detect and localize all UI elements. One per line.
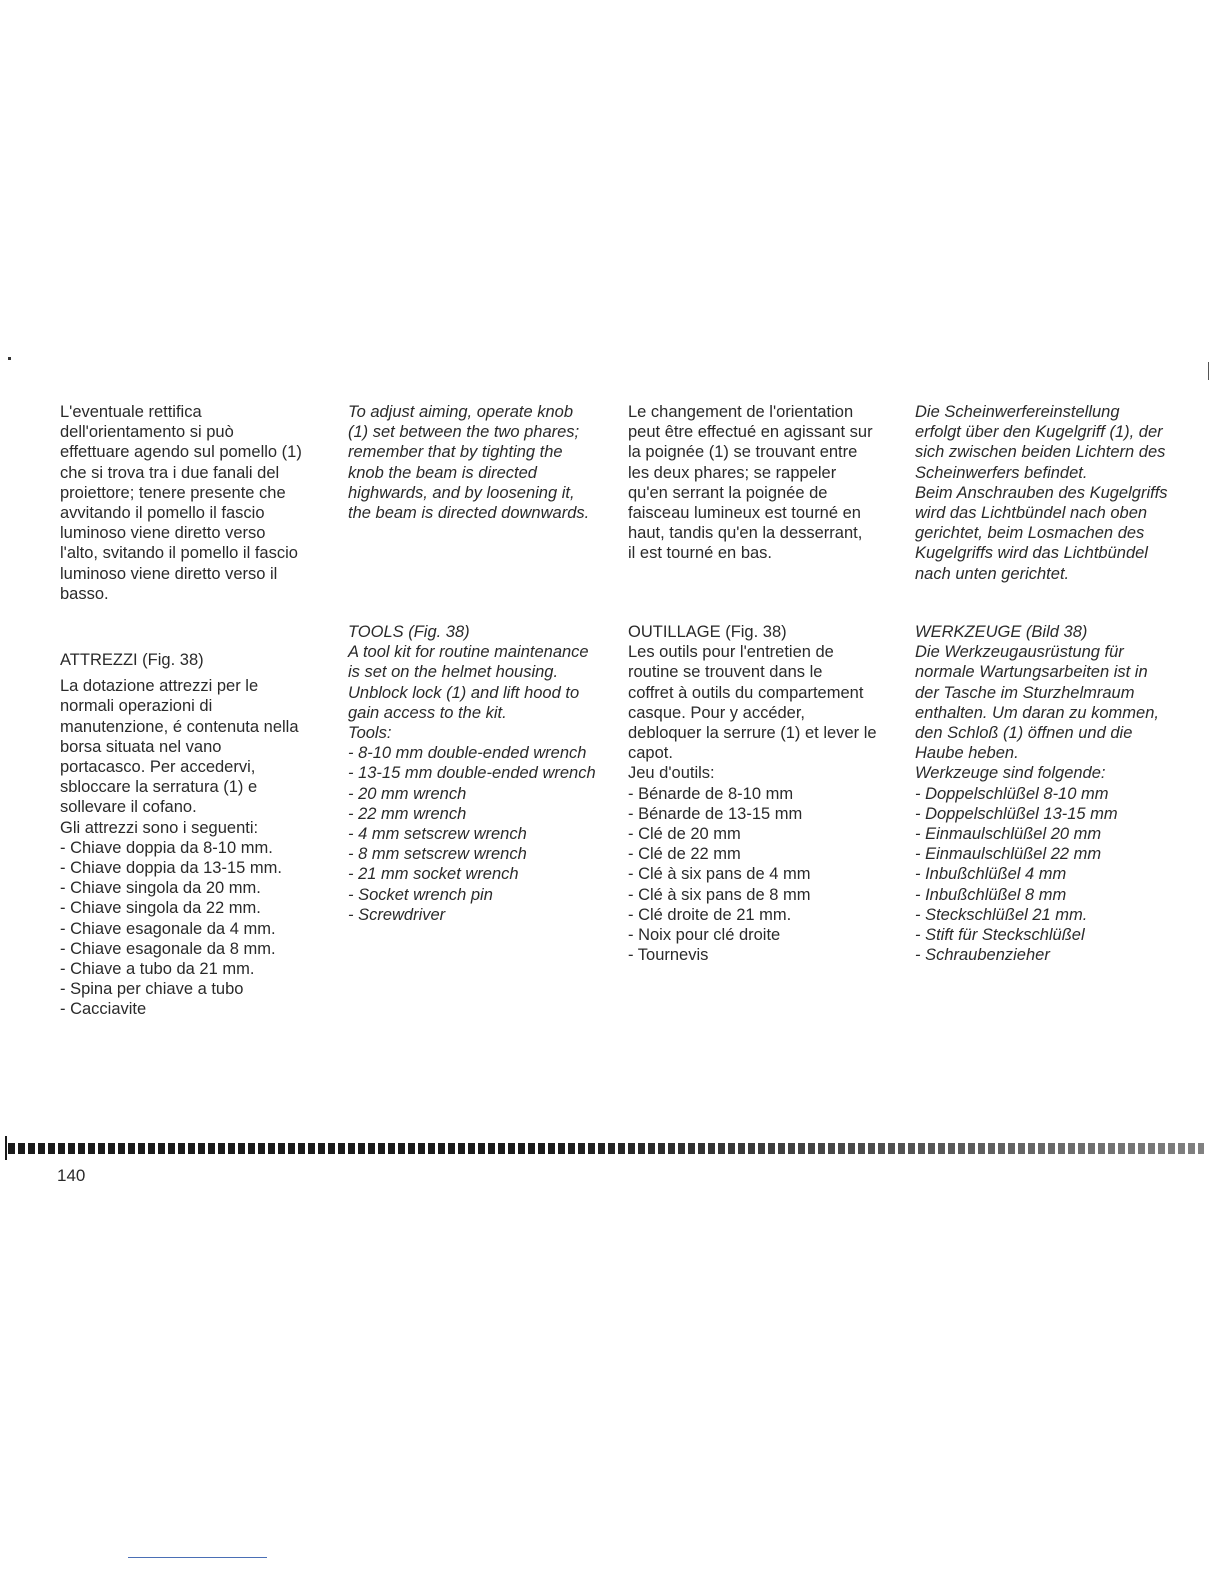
- column-english: [348, 402, 620, 924]
- it-tools-section: [60, 650, 335, 1020]
- it-tools-heading: ATTREZZI (Fig. 38): [60, 651, 204, 669]
- de-intro-paragraph: Die Scheinwerfereinstellung erfolgt über den Kugelgriff (1), der sich zwischen beiden Lichtern des Scheinwerfers befindet. Beim Anschrauben des Kugelgriffs wird das Lichtbündel nach oben gerichtet, beim Losmachen des Kugelgriffs wird das Lichtbündel nach unten gerichtet.: [915, 403, 1168, 583]
- fr-tools-section: [628, 622, 904, 965]
- list-item: - Chiave singola da 22 mm.: [60, 899, 261, 918]
- page-number: 140: [57, 1166, 86, 1185]
- de-tools-heading: WERKZEUGE (Bild 38): [915, 623, 1088, 641]
- en-tools-paragraph: A tool kit for routine maintenance is set on the helmet housing. Unblock lock (1) and lift hood to gain access to the kit. Tools:: [348, 643, 589, 743]
- en-tools-heading: TOOLS (Fig. 38): [348, 623, 470, 641]
- list-item: - Socket wrench pin: [348, 885, 493, 904]
- list-item: - 21 mm socket wrench: [348, 865, 519, 884]
- list-item: - Screwdriver: [348, 905, 446, 924]
- fr-tools-list: [628, 784, 904, 966]
- list-item: - Bénarde de 13-15 mm: [628, 804, 803, 823]
- de-tools-section: [915, 622, 1200, 965]
- list-item: - Bénarde de 8-10 mm: [628, 784, 794, 803]
- list-item: - Clé à six pans de 4 mm: [628, 865, 811, 884]
- list-item: - Inbußchlüßel 8 mm: [915, 885, 1067, 904]
- list-item: - Chiave doppia da 13-15 mm.: [60, 859, 282, 878]
- en-tools-section: [348, 622, 620, 925]
- list-item: - 8 mm setscrew wrench: [348, 845, 527, 864]
- list-item: - Chiave esagonale da 8 mm.: [60, 939, 276, 958]
- scan-speck: [8, 357, 11, 360]
- list-item: - Spina per chiave a tubo: [60, 980, 244, 999]
- column-french: [628, 402, 904, 965]
- list-item: - 4 mm setscrew wrench: [348, 825, 527, 844]
- list-item: - 22 mm wrench: [348, 804, 467, 823]
- en-tools-list: [348, 743, 620, 925]
- list-item: - Inbußchlüßel 4 mm: [915, 865, 1067, 884]
- list-item: - Clé de 20 mm: [628, 825, 741, 844]
- list-item: - Noix pour clé droite: [628, 926, 781, 945]
- scan-edge-mark: [1208, 362, 1209, 380]
- en-intro-paragraph: To adjust aiming, operate knob (1) set between the two phares; remember that by tighting the knob the beam is directed highwards, and by loosening it, the beam is directed downwards.: [348, 403, 590, 523]
- list-item: - Chiave esagonale da 4 mm.: [60, 919, 276, 938]
- it-intro-paragraph: L'eventuale rettifica dell'orientamento si può effettuare agendo sul pomello (1) che si trova tra i due fanali del proiettore; tenere presente che avvitando il pomello il fascio luminoso viene diretto verso l'alto, svitando il pomello il fascio luminoso viene diretto verso il basso.: [60, 403, 302, 603]
- list-item: - Schraubenzieher: [915, 946, 1050, 965]
- list-item: - Cacciavite: [60, 1000, 147, 1019]
- bottom-rule: [128, 1557, 267, 1558]
- footer-bar-tick: [5, 1136, 7, 1160]
- list-item: - 13-15 mm double-ended wrench: [348, 764, 596, 783]
- list-item: - Einmaulschlüßel 22 mm: [915, 845, 1102, 864]
- list-item: - Doppelschlüßel 8-10 mm: [915, 784, 1109, 803]
- list-item: - Clé droite de 21 mm.: [628, 905, 792, 924]
- fr-intro-paragraph: Le changement de l'orientation peut être effectué en agissant sur la poignée (1) se trouvant entre les deux phares; se rappeler qu'en serrant la poignée de faisceau lumineux est tourné en haut, tandis qu'en la desserrant, il est tourné en bas.: [628, 403, 873, 563]
- list-item: - Doppelschlüßel 13-15 mm: [915, 804, 1118, 823]
- list-item: - Steckschlüßel 21 mm.: [915, 905, 1088, 924]
- de-tools-list: [915, 784, 1200, 966]
- list-item: - Chiave singola da 20 mm.: [60, 879, 261, 898]
- column-italian: [60, 402, 335, 1019]
- list-item: - Tournevis: [628, 946, 709, 965]
- de-tools-paragraph: Die Werkzeugausrüstung für normale Wartungsarbeiten ist in der Tasche im Sturzhelmraum enthalten. Um daran zu kommen, den Schloß (1) öffnen und die Haube heben. Werkzeuge sind folgende:: [915, 643, 1159, 783]
- list-item: - 8-10 mm double-ended wrench: [348, 744, 587, 763]
- it-tools-list: [60, 838, 335, 1020]
- list-item: - Chiave a tubo da 21 mm.: [60, 960, 255, 979]
- fr-tools-heading: OUTILLAGE (Fig. 38): [628, 623, 787, 641]
- column-german: [915, 402, 1200, 965]
- list-item: - Clé de 22 mm: [628, 845, 741, 864]
- it-tools-paragraph: La dotazione attrezzi per le normali operazioni di manutenzione, é contenuta nella borsa situata nel vano portacasco. Per accedervi, sbloccare la serratura (1) e sollevare il cofano. Gli attrezzi sono i seguenti:: [60, 677, 299, 837]
- list-item: - Chiave doppia da 8-10 mm.: [60, 838, 273, 857]
- footer-dashed-bar: [8, 1143, 1204, 1154]
- fr-tools-paragraph: Les outils pour l'entretien de routine se trouvent dans le coffret à outils du compartement casque. Pour y accéder, debloquer la serrure (1) et lever le capot. Jeu d'outils:: [628, 643, 877, 783]
- list-item: - Clé à six pans de 8 mm: [628, 885, 811, 904]
- list-item: - Stift für Steckschlüßel: [915, 926, 1085, 945]
- list-item: - Einmaulschlüßel 20 mm: [915, 825, 1102, 844]
- list-item: - 20 mm wrench: [348, 784, 467, 803]
